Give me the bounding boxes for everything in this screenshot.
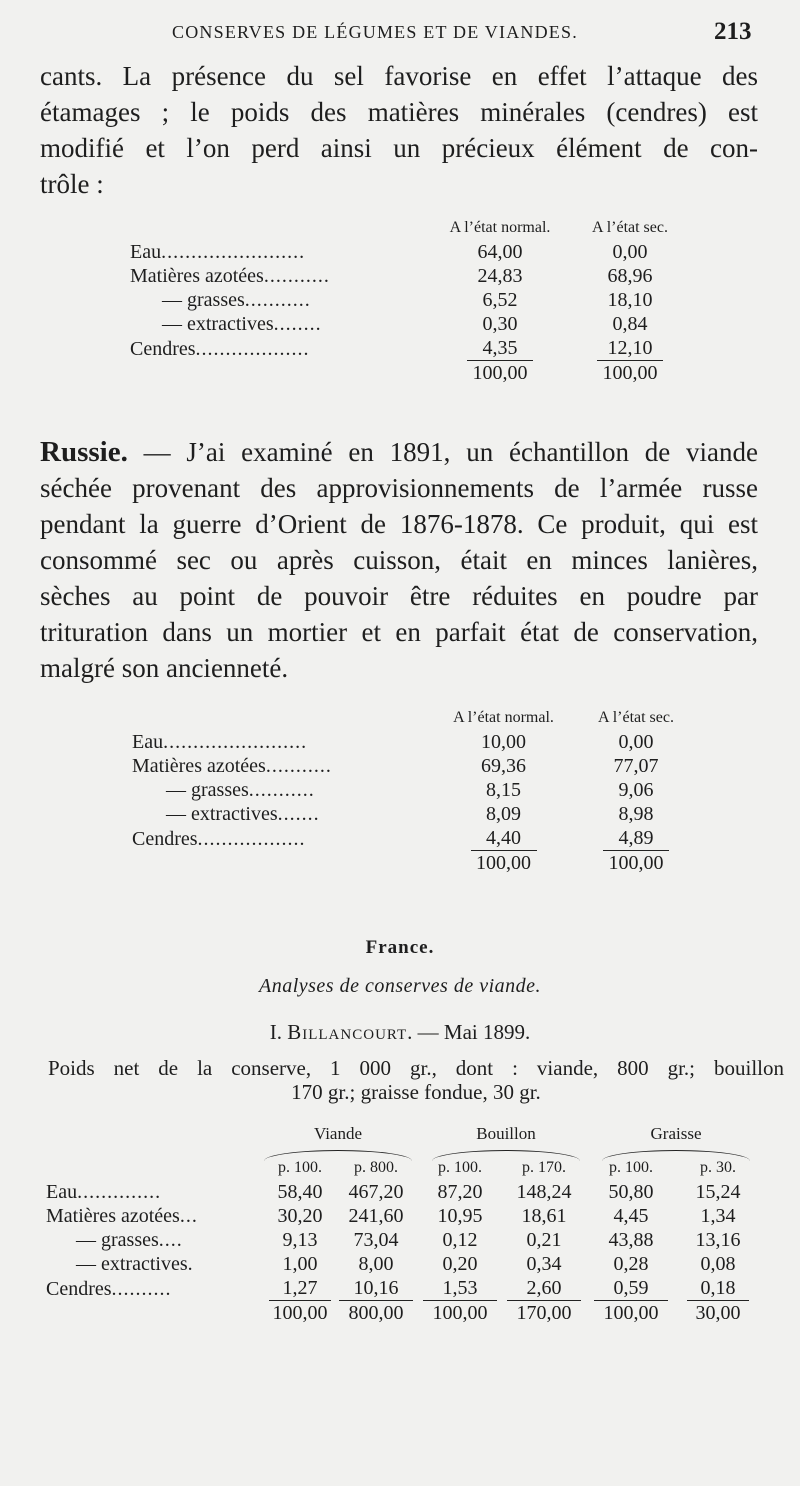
leader-dots: ........................: [161, 241, 306, 263]
text-fragment: — J’ai examiné en 1891, un échantillon de viande: [127, 437, 758, 467]
text-line: sèches au point de pouvoir être réduites en poudre par: [40, 581, 758, 611]
text-line: pendant la guerre d’Orient de 1876-1878. Ce produit, qui est: [40, 509, 758, 539]
cell-value: 1,00: [282, 1253, 318, 1275]
cell-value: 0,59: [594, 1276, 668, 1301]
table-row: [132, 826, 697, 851]
row-label: Eau: [130, 241, 162, 263]
table-row: [46, 1276, 756, 1301]
cell-value: 9,13: [282, 1229, 318, 1251]
france-heading: France.: [365, 937, 435, 958]
cell-value: 0,00: [612, 241, 648, 263]
text-line: séchée provenant des approvisionnements de l’armée russe: [40, 473, 758, 503]
row-label: — grasses: [76, 1229, 159, 1251]
total-value: 100,00: [472, 362, 528, 384]
cell-value: 58,40: [277, 1181, 323, 1203]
total-value: 100,00: [608, 852, 664, 874]
total-value: 30,00: [695, 1302, 741, 1324]
table-row: [46, 1252, 756, 1276]
table-row: [132, 778, 697, 802]
cell-value: 69,36: [481, 755, 526, 777]
leader-dots: ........: [273, 313, 322, 335]
row-label: — extractives: [162, 313, 274, 335]
leader-dots: ...: [179, 1205, 198, 1227]
cell-value: 0,28: [613, 1253, 649, 1275]
text-line: [40, 434, 758, 470]
row-label: — extractives: [76, 1253, 188, 1275]
column-header: p. 100.: [438, 1159, 482, 1176]
row-label: Cendres: [46, 1277, 112, 1300]
section-title: [0, 1020, 800, 1045]
table-row: [130, 336, 690, 361]
cell-value: 12,10: [597, 336, 663, 361]
row-label: Cendres: [132, 827, 198, 850]
section-place: Billancourt: [287, 1020, 408, 1044]
leader-dots: ..................: [197, 827, 306, 850]
cell-value: 1,53: [423, 1276, 497, 1301]
column-header: p. 100.: [278, 1159, 322, 1176]
column-header: A l’état sec.: [592, 219, 668, 236]
row-label: — grasses: [166, 779, 249, 801]
column-header: p. 30.: [700, 1159, 736, 1176]
cell-value: 0,84: [612, 313, 648, 335]
table-row: [130, 264, 690, 288]
group-header-bouillon: Bouillon: [476, 1124, 536, 1143]
text-line: Poids net de la conserve, 1 000 gr., dont : viande, 800 gr.; bouillon: [48, 1056, 784, 1080]
analysis-table-2: [132, 706, 697, 875]
text-line: consommé sec ou après cuisson, était en minces lanières,: [40, 545, 758, 575]
total-value: 100,00: [476, 852, 531, 874]
totals-row: [130, 361, 690, 385]
section-date: . — Mai 1899.: [407, 1020, 531, 1044]
cell-value: 8,15: [486, 779, 521, 801]
cell-value: 0,34: [526, 1253, 562, 1275]
leader-dots: .: [187, 1253, 194, 1275]
leader-dots: ...........: [265, 755, 332, 777]
cell-value: 6,52: [482, 289, 518, 311]
row-label: Eau: [46, 1181, 78, 1203]
cell-value: 2,60: [507, 1276, 581, 1301]
cell-value: 0,12: [442, 1229, 478, 1251]
cell-value: 8,09: [486, 803, 521, 825]
total-value: 100,00: [602, 362, 658, 384]
table-row: [132, 802, 697, 826]
table-row: [132, 730, 697, 754]
cell-value: 0,18: [687, 1276, 749, 1301]
leader-dots: ...........: [263, 265, 330, 287]
column-header: A l’état normal.: [453, 709, 554, 726]
leader-dots: ..............: [77, 1181, 162, 1203]
cell-value: 43,88: [608, 1229, 654, 1251]
cell-value: 148,24: [516, 1181, 572, 1203]
leader-dots: ........................: [163, 731, 308, 753]
cell-value: 50,80: [608, 1181, 654, 1203]
table-row: [46, 1228, 756, 1252]
text-line: malgré son ancienneté.: [40, 653, 289, 683]
cell-value: 0,08: [700, 1253, 736, 1275]
row-label: Cendres: [130, 337, 196, 360]
page-number: 213: [714, 18, 752, 45]
total-value: 100,00: [432, 1302, 488, 1324]
cell-value: 77,07: [613, 755, 659, 777]
running-head-title: CONSERVES DE LÉGUMES ET DE VIANDES.: [172, 22, 578, 42]
analysis-table-3: [46, 1156, 756, 1325]
cell-value: 4,35: [467, 336, 533, 361]
cell-value: 1,34: [700, 1205, 736, 1227]
row-label: — grasses: [162, 289, 245, 311]
text-line: modifié et l’on perd ainsi un précieux élément de con-: [40, 133, 758, 163]
table-row: [46, 1204, 756, 1228]
cell-value: 73,04: [353, 1229, 399, 1251]
table-row: [130, 312, 690, 336]
cell-value: 0,30: [482, 313, 518, 335]
group-header-viande: Viande: [313, 1124, 363, 1143]
column-header: p. 170.: [522, 1159, 566, 1176]
row-label: — extractives: [166, 803, 278, 825]
total-value: 800,00: [348, 1302, 404, 1324]
row-label: Matières azotées: [130, 265, 264, 287]
cell-value: 18,61: [521, 1205, 567, 1227]
leader-dots: ...................: [195, 337, 310, 360]
country-heading: Russie.: [40, 436, 128, 468]
intro-paragraph: [40, 58, 758, 202]
cell-value: 4,89: [603, 826, 669, 851]
section-number: I.: [269, 1020, 288, 1044]
text-line: cants. La présence du sel favorise en effet l’attaque des: [40, 61, 758, 91]
cell-value: 467,20: [348, 1181, 404, 1203]
text-line: étamages ; le poids des matières minérales (cendres) est: [40, 97, 758, 127]
leader-dots: ...........: [244, 289, 311, 311]
cell-value: 30,20: [277, 1205, 323, 1227]
cell-value: 13,16: [695, 1229, 741, 1251]
cell-value: 18,10: [607, 289, 653, 311]
cell-value: 15,24: [695, 1181, 741, 1203]
leader-dots: ..........: [111, 1277, 172, 1300]
cell-value: 0,21: [526, 1229, 562, 1251]
totals-row: [132, 851, 697, 875]
table-row: [132, 754, 697, 778]
running-head: [0, 18, 800, 48]
france-subtitle: Analyses de conserves de viande.: [258, 975, 541, 997]
cell-value: 68,96: [607, 265, 653, 287]
cell-value: 0,20: [442, 1253, 478, 1275]
cell-value: 241,60: [348, 1205, 404, 1227]
total-value: 170,00: [516, 1302, 572, 1324]
cell-value: 10,95: [437, 1205, 483, 1227]
leader-dots: .......: [277, 803, 320, 825]
totals-row: [46, 1301, 756, 1325]
cell-value: 4,40: [471, 826, 537, 851]
group-header-graisse: Graisse: [650, 1124, 702, 1143]
column-header: p. 800.: [354, 1159, 398, 1176]
russie-paragraph: [40, 434, 758, 686]
column-header: p. 100.: [609, 1159, 653, 1176]
table-row: [130, 240, 690, 264]
cell-value: 64,00: [477, 241, 523, 263]
cell-value: 4,45: [613, 1205, 649, 1227]
table-row: [130, 288, 690, 312]
cell-value: 24,83: [477, 265, 523, 287]
row-label: Matières azotées: [46, 1205, 180, 1227]
poids-paragraph: [48, 1056, 784, 1104]
column-header: A l’état sec.: [598, 709, 674, 726]
column-header: A l’état normal.: [449, 219, 551, 236]
text-line: trôle :: [40, 169, 104, 199]
cell-value: 0,00: [618, 731, 654, 753]
cell-value: 87,20: [437, 1181, 483, 1203]
leader-dots: ...........: [248, 779, 315, 801]
leader-dots: ....: [158, 1229, 183, 1251]
total-value: 100,00: [272, 1302, 328, 1324]
cell-value: 9,06: [618, 779, 654, 801]
analysis-table-1: [130, 216, 690, 385]
text-line: trituration dans un mortier et en parfait état de conservation,: [40, 617, 758, 647]
table-row: [46, 1180, 756, 1204]
row-label: Matières azotées: [132, 755, 266, 777]
cell-value: 1,27: [269, 1276, 331, 1301]
cell-value: 8,98: [618, 803, 654, 825]
text-line: 170 gr.; graisse fondue, 30 gr.: [291, 1080, 541, 1104]
total-value: 100,00: [603, 1302, 659, 1324]
cell-value: 10,00: [481, 731, 526, 753]
cell-value: 8,00: [358, 1253, 394, 1275]
cell-value: 10,16: [339, 1276, 413, 1301]
row-label: Eau: [132, 731, 164, 753]
